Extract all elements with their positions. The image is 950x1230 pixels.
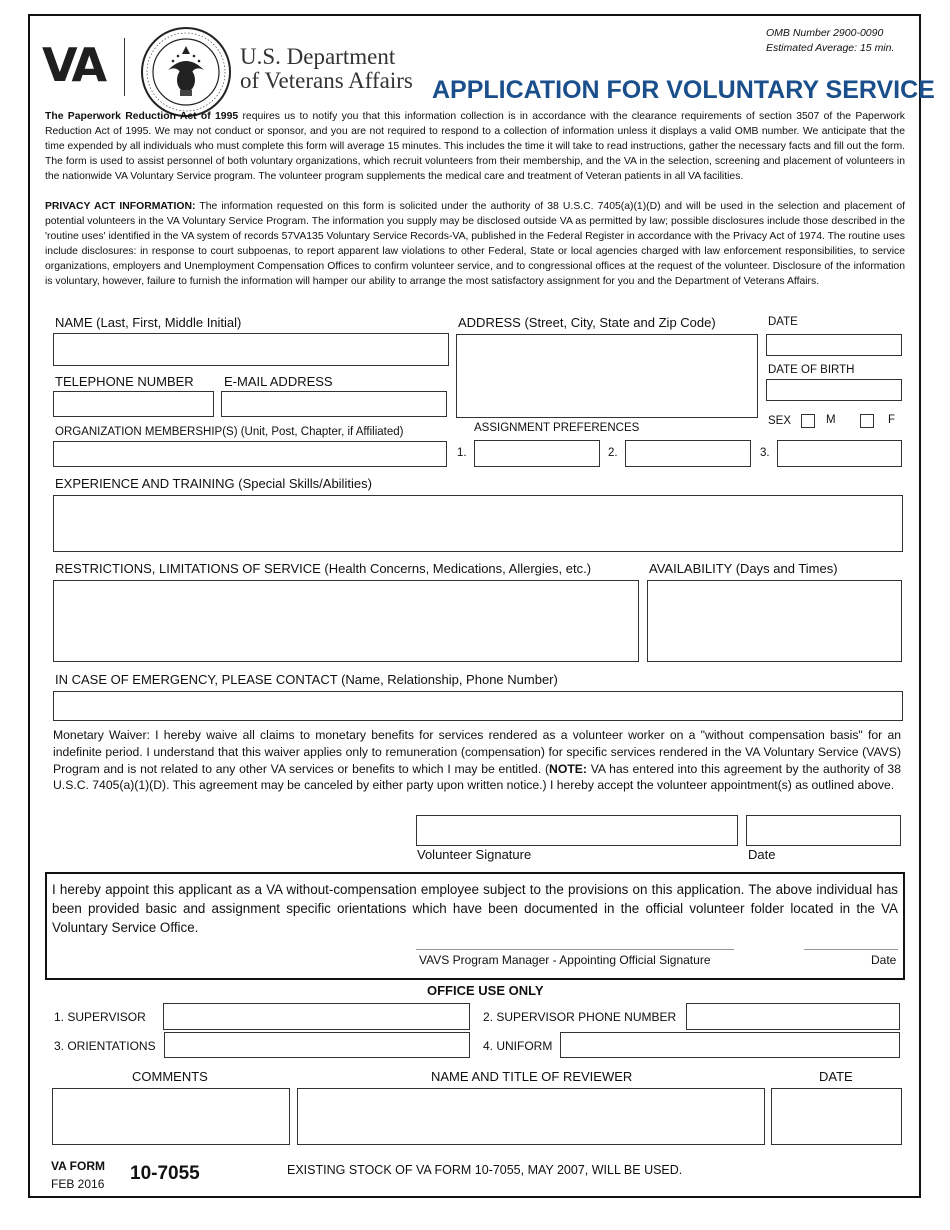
va-seal-icon bbox=[140, 26, 232, 118]
assignment-1-label: 1. bbox=[457, 447, 467, 459]
assignment-3-label: 3. bbox=[760, 447, 770, 459]
date-of-birth-label: DATE OF BIRTH bbox=[768, 364, 855, 376]
waiver-note: NOTE: bbox=[549, 761, 587, 776]
form-title: APPLICATION FOR VOLUNTARY SERVICE bbox=[432, 76, 935, 104]
omb-number: OMB Number 2900-0090 bbox=[766, 27, 884, 39]
emergency-input[interactable] bbox=[53, 691, 903, 721]
privacy-notice bbox=[45, 199, 905, 289]
omb-info bbox=[766, 26, 894, 56]
va-form-label: VA FORM bbox=[51, 1159, 105, 1173]
sex-f-label: F bbox=[888, 414, 896, 426]
date-of-birth-input[interactable] bbox=[766, 379, 902, 401]
reviewer-input[interactable] bbox=[297, 1088, 765, 1145]
address-label: ADDRESS (Street, City, State and Zip Code) bbox=[458, 315, 716, 330]
paperwork-heading: The Paperwork Reduction Act of 1995 bbox=[45, 111, 239, 122]
department-line-2: of Veterans Affairs bbox=[240, 68, 413, 93]
assignment-preferences-label: ASSIGNMENT PREFERENCES bbox=[474, 422, 640, 434]
review-date-input[interactable] bbox=[771, 1088, 902, 1145]
restrictions-label: RESTRICTIONS, LIMITATIONS OF SERVICE (Health Concerns, Medications, Allergies, etc.) bbox=[55, 561, 592, 576]
assignment-2-label: 2. bbox=[608, 447, 618, 459]
uniform-label: 4. UNIFORM bbox=[483, 1039, 553, 1053]
assignment-1-input[interactable] bbox=[474, 440, 600, 467]
stock-note: EXISTING STOCK OF VA FORM 10-7055, MAY 2007, WILL BE USED. bbox=[287, 1163, 683, 1177]
department-name bbox=[240, 45, 413, 93]
comments-label: COMMENTS bbox=[132, 1069, 208, 1084]
restrictions-input[interactable] bbox=[53, 580, 639, 662]
volunteer-signature-input[interactable] bbox=[416, 815, 738, 846]
manager-date-label: Date bbox=[871, 953, 897, 967]
comments-input[interactable] bbox=[52, 1088, 290, 1145]
sex-label: SEX bbox=[768, 415, 792, 427]
supervisor-phone-input[interactable] bbox=[686, 1003, 900, 1030]
volunteer-date-input[interactable] bbox=[746, 815, 901, 846]
department-line-1: U.S. Department bbox=[240, 44, 396, 69]
waiver-text-1: Monetary Waiver: I hereby waive all claims to monetary benefits for services rendered as a volunteer worker on a "without compensation basis" for an indefinite period. I understand that this waiver applies only to remuneration (compensation) for specific services rendered in the VA Voluntary Service (VAVS) Program and is not related to any other VA services or benefits to which I may be entitled. ( bbox=[53, 728, 901, 776]
waiver-text-2: VA has entered into this agreement by the authority of 38 U.S.C. 7405(a)(1)(D). This agreement may be canceled by either party upon written notice.) I hereby accept the volunteer appointment(s) as outlined above. bbox=[53, 761, 901, 793]
orientations-label: 3. ORIENTATIONS bbox=[54, 1039, 156, 1053]
manager-date-line[interactable] bbox=[804, 949, 898, 950]
organization-input[interactable] bbox=[53, 441, 447, 467]
estimated-average: Estimated Average: 15 min. bbox=[766, 42, 895, 54]
experience-label: EXPERIENCE AND TRAINING (Special Skills/Abilities) bbox=[55, 476, 372, 491]
email-label: E-MAIL ADDRESS bbox=[224, 374, 333, 389]
supervisor-label: 1. SUPERVISOR bbox=[54, 1010, 146, 1024]
email-input[interactable] bbox=[221, 391, 447, 417]
uniform-input[interactable] bbox=[560, 1032, 900, 1058]
telephone-input[interactable] bbox=[53, 391, 214, 417]
orientations-input[interactable] bbox=[164, 1032, 470, 1058]
name-input[interactable] bbox=[53, 333, 449, 366]
logo-divider bbox=[124, 38, 125, 96]
sex-m-checkbox[interactable] bbox=[801, 414, 815, 428]
assignment-3-input[interactable] bbox=[777, 440, 902, 467]
sex-f-checkbox[interactable] bbox=[860, 414, 874, 428]
manager-signature-label: VAVS Program Manager - Appointing Official Signature bbox=[419, 953, 711, 967]
volunteer-date-label: Date bbox=[748, 847, 776, 862]
experience-input[interactable] bbox=[53, 495, 903, 552]
va-logo-letters: VA bbox=[42, 38, 105, 92]
date-label: DATE bbox=[768, 316, 798, 328]
manager-signature-line[interactable] bbox=[416, 949, 734, 950]
review-date-label: DATE bbox=[819, 1069, 853, 1084]
volunteer-signature-label: Volunteer Signature bbox=[417, 847, 532, 862]
paperwork-text: requires us to notify you that this information collection is in accordance with the clearance requirements of section 3507 of the Paperwork Reduction Act of 1995. We may not conduct or sponsor, and you are not required to respond to a collection of information unless it displays a valid OMB number. We anticipate that the time expended by all individuals who must complete this form will average 15 minutes. This includes the time it will take to read instructions, gather the necessary facts and fill out the form. The form is used to assist personnel of both voluntary organizations, which recruit volunteers from their membership, and the VA in the selection, screening and placement of volunteers in the nationwide VA Voluntary Service program. The volunteer program supplements the medical care and treatment of Veteran patients in all VA facilities. bbox=[45, 111, 905, 182]
emergency-label: IN CASE OF EMERGENCY, PLEASE CONTACT (Name, Relationship, Phone Number) bbox=[55, 672, 558, 687]
availability-label: AVAILABILITY (Days and Times) bbox=[649, 561, 838, 576]
form-date: FEB 2016 bbox=[51, 1177, 105, 1191]
supervisor-input[interactable] bbox=[163, 1003, 470, 1030]
date-input[interactable] bbox=[766, 334, 902, 356]
monetary-waiver bbox=[53, 727, 901, 794]
assignment-2-input[interactable] bbox=[625, 440, 751, 467]
organization-label: ORGANIZATION MEMBERSHIP(S) (Unit, Post, Chapter, if Affiliated) bbox=[55, 426, 404, 438]
supervisor-phone-label: 2. SUPERVISOR PHONE NUMBER bbox=[483, 1010, 677, 1024]
privacy-text: The information requested on this form is solicited under the authority of 38 U.S.C. 7405(a)(1)(D) and will be used in the selection and placement of potential volunteers in the VA Voluntary Service Program. The information you supply may be disclosed outside VA as permitted by law; possible disclosures include those described in the 'routine uses' identified in the VA system of records 57VA135 Voluntary Service Records-VA, published in the Federal Register in accordance with the Privacy Act of 1974. The routine uses include disclosures: in response to court subpoenas, to report apparent law violations to other Federal, State or local agencies charged with law enforcement responsibilities, to service organizations, employers and Unemployment Compensation Offices to confirm volunteer service, and to congressional offices at the request of the volunteer. Disclosure of the information is voluntary, however, failure to furnish the information will hamper our ability to arrange the most satisfactory assignment for you and the Department of Veterans Affairs. bbox=[45, 201, 906, 287]
sex-m-label: M bbox=[826, 414, 836, 426]
office-use-heading: OFFICE USE ONLY bbox=[427, 983, 544, 998]
telephone-label: TELEPHONE NUMBER bbox=[55, 374, 194, 389]
name-label: NAME (Last, First, Middle Initial) bbox=[55, 315, 242, 330]
availability-input[interactable] bbox=[647, 580, 902, 662]
appointment-text: I hereby appoint this applicant as a VA without-compensation employee subject to the provisions on this application. The above individual has been provided basic and assignment specific orientations which have been documented in the official volunteer folder located in the VA Voluntary Service Office. bbox=[52, 882, 898, 935]
address-input[interactable] bbox=[456, 334, 758, 418]
form-number: 10-7055 bbox=[130, 1163, 200, 1184]
privacy-heading: PRIVACY ACT INFORMATION: bbox=[45, 201, 196, 212]
reviewer-label: NAME AND TITLE OF REVIEWER bbox=[431, 1069, 633, 1084]
paperwork-notice bbox=[45, 109, 905, 184]
